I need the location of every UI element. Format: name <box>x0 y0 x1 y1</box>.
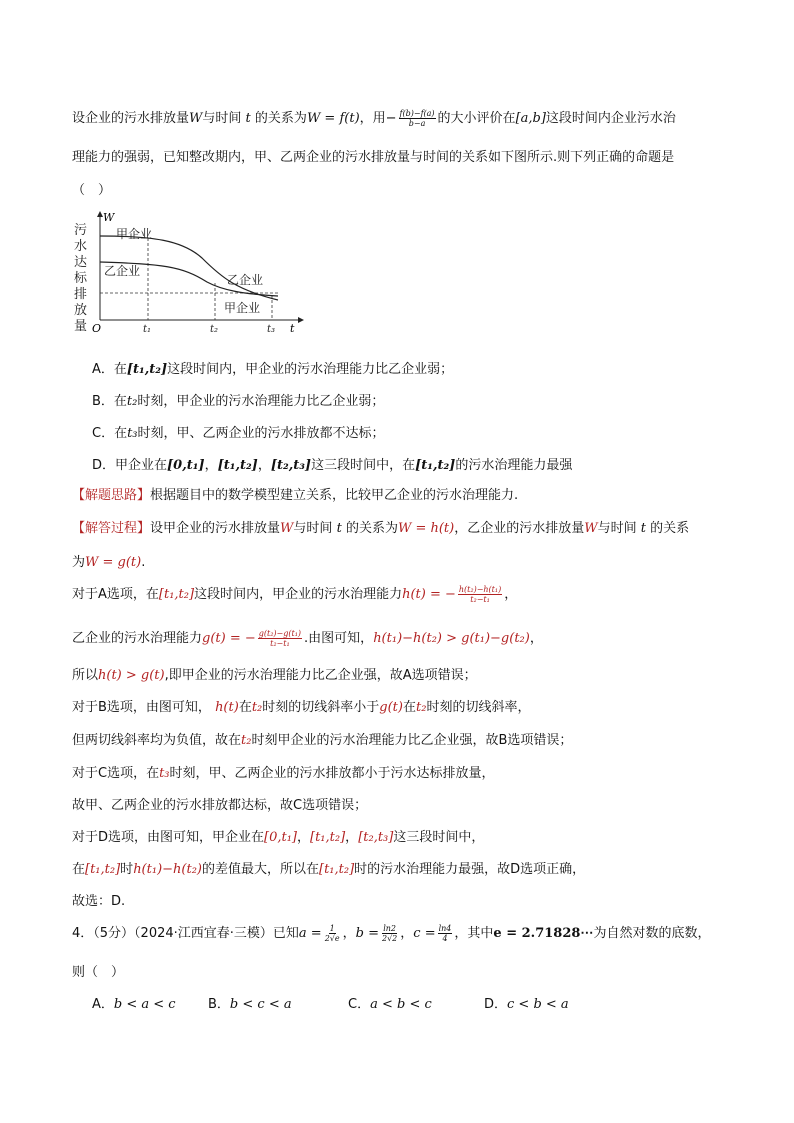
sol-text: 与时间 <box>293 521 333 536</box>
math-t3: t₃ <box>127 426 138 441</box>
math-interval: [t₁,t₂] <box>126 362 168 377</box>
sol-text: ， <box>529 631 543 646</box>
math-W: W <box>189 111 203 126</box>
opt-label: B． <box>208 997 230 1012</box>
problem4-option-A <box>92 993 176 1012</box>
fraction-a <box>324 924 341 943</box>
math-t2: t₂ <box>416 700 427 715</box>
tick-t3: t₃ <box>267 324 276 335</box>
frac-den: 2√e <box>324 934 340 943</box>
option-D <box>92 454 572 473</box>
p4-text: 4．（5分）（2024·江西宜春·三模）已知 <box>72 926 299 941</box>
p4-text: ，其中 <box>454 926 494 941</box>
frac-den: t₂−t₁ <box>470 595 490 604</box>
sol-text: ， <box>345 830 359 845</box>
opt-text: 时刻，甲企业的污水治理能力比乙企业弱； <box>137 394 385 409</box>
opt-text: D．甲企业在 <box>92 458 168 473</box>
opt-label: C． <box>348 997 371 1012</box>
p4-text: 为自然对数的底数， <box>593 926 711 941</box>
math-interval: [t₂,t₃] <box>358 830 394 845</box>
sol-text: 对于D选项，由图可知，甲企业在 <box>72 830 265 845</box>
tick-t1: t₁ <box>143 324 152 335</box>
frac-num: g(t₂)−g(t₁) <box>258 629 302 638</box>
solution-line-A2 <box>72 627 543 648</box>
sol-text: 时刻的切线斜率， <box>426 700 531 715</box>
solution-line-B2 <box>72 729 572 748</box>
stem-text: ，用− <box>359 111 397 126</box>
opt-label: D． <box>484 997 508 1012</box>
math-W: W <box>584 521 598 536</box>
ylabel-char: 排 <box>74 287 88 302</box>
p4-text: ， <box>342 926 356 941</box>
fraction-b <box>381 924 398 943</box>
opt-text: 这段时间内，甲企业的污水治理能力比乙企业弱； <box>167 362 454 377</box>
sol-text: 这段时间内，甲企业的污水治理能力 <box>194 587 403 602</box>
tick-t2: t₂ <box>210 324 219 335</box>
solution-conclusion: 故选：D. <box>72 894 126 909</box>
sol-text: 设甲企业的污水排放量 <box>150 521 281 536</box>
ylabel-char: 达 <box>74 255 88 270</box>
opt-label: A． <box>92 997 114 1012</box>
sol-text: 但两切线斜率均为负值，故在 <box>72 733 242 748</box>
math-eq: W = g(t) <box>85 555 142 570</box>
process-tag: 【解答过程】 <box>72 521 151 536</box>
solution-process-line-1 <box>72 517 689 536</box>
stem-text: 与时间 <box>202 111 242 126</box>
sol-text: . <box>141 555 146 570</box>
option-C <box>92 422 385 441</box>
fraction-h <box>458 585 502 604</box>
math-interval: [t₁,t₂] <box>415 458 456 473</box>
fraction-fb-fa <box>399 109 436 128</box>
math-interval: [t₁,t₂] <box>310 830 346 845</box>
opt-text: ， <box>257 458 271 473</box>
label-yi-right: 乙企业 <box>227 273 264 287</box>
sol-text: 时刻甲企业的污水治理能力比乙企业强，故B选项错误； <box>251 733 573 748</box>
option-B <box>92 390 384 409</box>
frac-num: 1 <box>329 924 335 933</box>
math-interval-ab: [a,b] <box>515 111 546 126</box>
math-h: h(t) <box>215 700 239 715</box>
opt-math: b < c < a <box>229 997 292 1012</box>
math-eq: h(t) = − <box>402 587 456 602</box>
sol-text: ， <box>504 587 518 602</box>
stem-line-2: 理能力的强弱，已知整改期内，甲、乙两企业的污水排放量与时间的关系如下图所示.则下列正确的命题是 <box>72 150 675 165</box>
math-t2: t₂ <box>126 394 138 409</box>
sol-text: 在 <box>238 700 252 715</box>
p4-text: ， <box>400 926 414 941</box>
stem-text: 的大小评价在 <box>437 111 516 126</box>
axis-label-W: W <box>103 211 115 224</box>
frac-num: ln4 <box>438 924 452 933</box>
sol-text: 时的污水治理能力最强，故D选项正确， <box>354 862 586 877</box>
math-eq: h(t₁)−h(t₂) <box>133 862 202 877</box>
idea-tag: 【解题思路】 <box>72 488 151 503</box>
math-interval: [t₁,t₂] <box>319 862 355 877</box>
sol-text: 对于C选项，在 <box>72 766 160 781</box>
label-jia-top: 甲企业 <box>116 227 153 241</box>
sol-text: .由图可知， <box>304 631 374 646</box>
frac-num: ln2 <box>383 924 397 933</box>
stem-text: 设企业的污水排放量 <box>72 111 190 126</box>
sol-text: 对于B选项，由图可知， <box>72 700 211 715</box>
sol-text: ，乙企业的污水排放量 <box>454 521 585 536</box>
problem4-option-B <box>208 993 292 1012</box>
problem4-option-D <box>484 993 569 1012</box>
sol-text: 时刻的切线斜率小于 <box>262 700 380 715</box>
problem4-stem-line-2: 则（ ） <box>72 965 125 980</box>
math-t: t <box>640 521 646 536</box>
sol-text: 与时间 <box>597 521 637 536</box>
stem-line-1 <box>72 107 676 128</box>
sol-text: 对于A选项，在 <box>72 587 159 602</box>
frac-den: b−a <box>408 119 426 128</box>
sol-text: 为 <box>72 555 86 570</box>
sol-text: ， <box>297 830 311 845</box>
math-inequality: h(t₁)−h(t₂) > g(t₁)−g(t₂) <box>373 631 530 646</box>
math-t: t <box>245 111 251 126</box>
solution-line-A1 <box>72 583 517 604</box>
frac-num: f(b)−f(a) <box>399 109 435 118</box>
math-interval: [0,t₁] <box>264 830 297 845</box>
math-W-eq-f: W = f(t) <box>306 111 360 126</box>
fraction-g <box>258 629 302 648</box>
ylabel-char: 水 <box>74 239 88 254</box>
sol-text: 的差值最大，所以在 <box>201 862 319 877</box>
sol-text: 的关系 <box>650 521 690 536</box>
frac-den: t₂−t₁ <box>270 639 290 648</box>
sol-text: 的关系为 <box>345 521 398 536</box>
solution-idea <box>72 484 518 503</box>
sol-text: 在 <box>402 700 416 715</box>
math-W: W <box>280 521 294 536</box>
answer-blank: （ ） <box>72 183 112 198</box>
opt-text: ， <box>204 458 218 473</box>
frac-den: 2√2 <box>381 934 398 943</box>
solution-line-C1 <box>72 762 495 781</box>
solution-line-B1 <box>72 696 530 715</box>
idea-text: 根据题目中的数学模型建立关系，比较甲乙企业的污水治理能力. <box>150 488 519 503</box>
opt-text: 时刻，甲、乙两企业的污水排放都不达标； <box>137 426 385 441</box>
opt-text: 这三段时间中，在 <box>311 458 416 473</box>
math-interval: [t₂,t₃] <box>270 458 312 473</box>
sol-text: 时 <box>120 862 134 877</box>
ylabel-char: 量 <box>74 319 88 334</box>
math-t2: t₂ <box>251 700 263 715</box>
solution-line-C2: 故甲、乙两企业的污水排放都达标，故C选项错误； <box>72 798 368 813</box>
sol-text: 所以 <box>72 668 99 683</box>
opt-text: B．在 <box>92 394 127 409</box>
sol-text: ,即甲企业的污水治理能力比乙企业强，故A选项错误； <box>164 668 477 683</box>
emission-graph <box>72 208 312 338</box>
math-a-eq: a = <box>298 926 322 941</box>
math-interval: [t₁,t₂] <box>217 458 258 473</box>
sol-text: 这三段时间中， <box>393 830 485 845</box>
stem-text: 的关系为 <box>254 111 307 126</box>
ylabel-char: 标 <box>74 271 88 286</box>
ylabel-char: 放 <box>74 303 88 318</box>
label-yi-left: 乙企业 <box>104 264 141 278</box>
stem-text: 这段时间内企业污水治 <box>545 111 676 126</box>
option-A <box>92 358 453 377</box>
math-t3: t₃ <box>159 766 170 781</box>
solution-line-A3 <box>72 664 477 683</box>
sol-text: 乙企业的污水治理能力 <box>72 631 203 646</box>
opt-text: A．在 <box>92 362 127 377</box>
math-interval: [t₁,t₂] <box>158 587 195 602</box>
solution-process-line-2 <box>72 551 145 570</box>
solution-line-D2 <box>72 858 585 877</box>
frac-num: h(t₂)−h(t₁) <box>458 585 502 594</box>
sol-text: 时刻，甲、乙两企业的污水排放都小于污水达标排放量， <box>169 766 495 781</box>
math-g: g(t) <box>379 700 403 715</box>
math-t: t <box>336 521 342 536</box>
ylabel-char: 污 <box>74 223 88 238</box>
opt-math: b < a < c <box>113 997 176 1012</box>
math-eq: g(t) = − <box>202 631 256 646</box>
math-t2: t₂ <box>241 733 252 748</box>
opt-text: 的污水治理能力最强 <box>455 458 573 473</box>
axis-label-t: t <box>290 322 295 335</box>
math-e-value: e = 2.71828⋯ <box>493 926 594 941</box>
problem4-option-C <box>348 993 432 1012</box>
problem4-stem-line-1 <box>72 922 710 943</box>
frac-den: 4 <box>442 934 448 943</box>
solution-line-D1 <box>72 826 484 845</box>
opt-math: c < b < a <box>507 997 569 1012</box>
x-axis-arrow <box>298 317 304 323</box>
math-c-eq: c = <box>413 926 436 941</box>
fraction-c <box>438 924 453 943</box>
label-jia-bottom: 甲企业 <box>224 301 261 315</box>
origin-label: O <box>92 322 102 335</box>
sol-text: 在 <box>72 862 86 877</box>
opt-text: C．在 <box>92 426 128 441</box>
math-interval: [0,t₁] <box>167 458 205 473</box>
math-b-eq: b = <box>355 926 379 941</box>
math-inequality: h(t) > g(t) <box>98 668 165 683</box>
opt-math: a < b < c <box>370 997 432 1012</box>
math-interval: [t₁,t₂] <box>85 862 121 877</box>
math-eq: W = h(t) <box>397 521 455 536</box>
